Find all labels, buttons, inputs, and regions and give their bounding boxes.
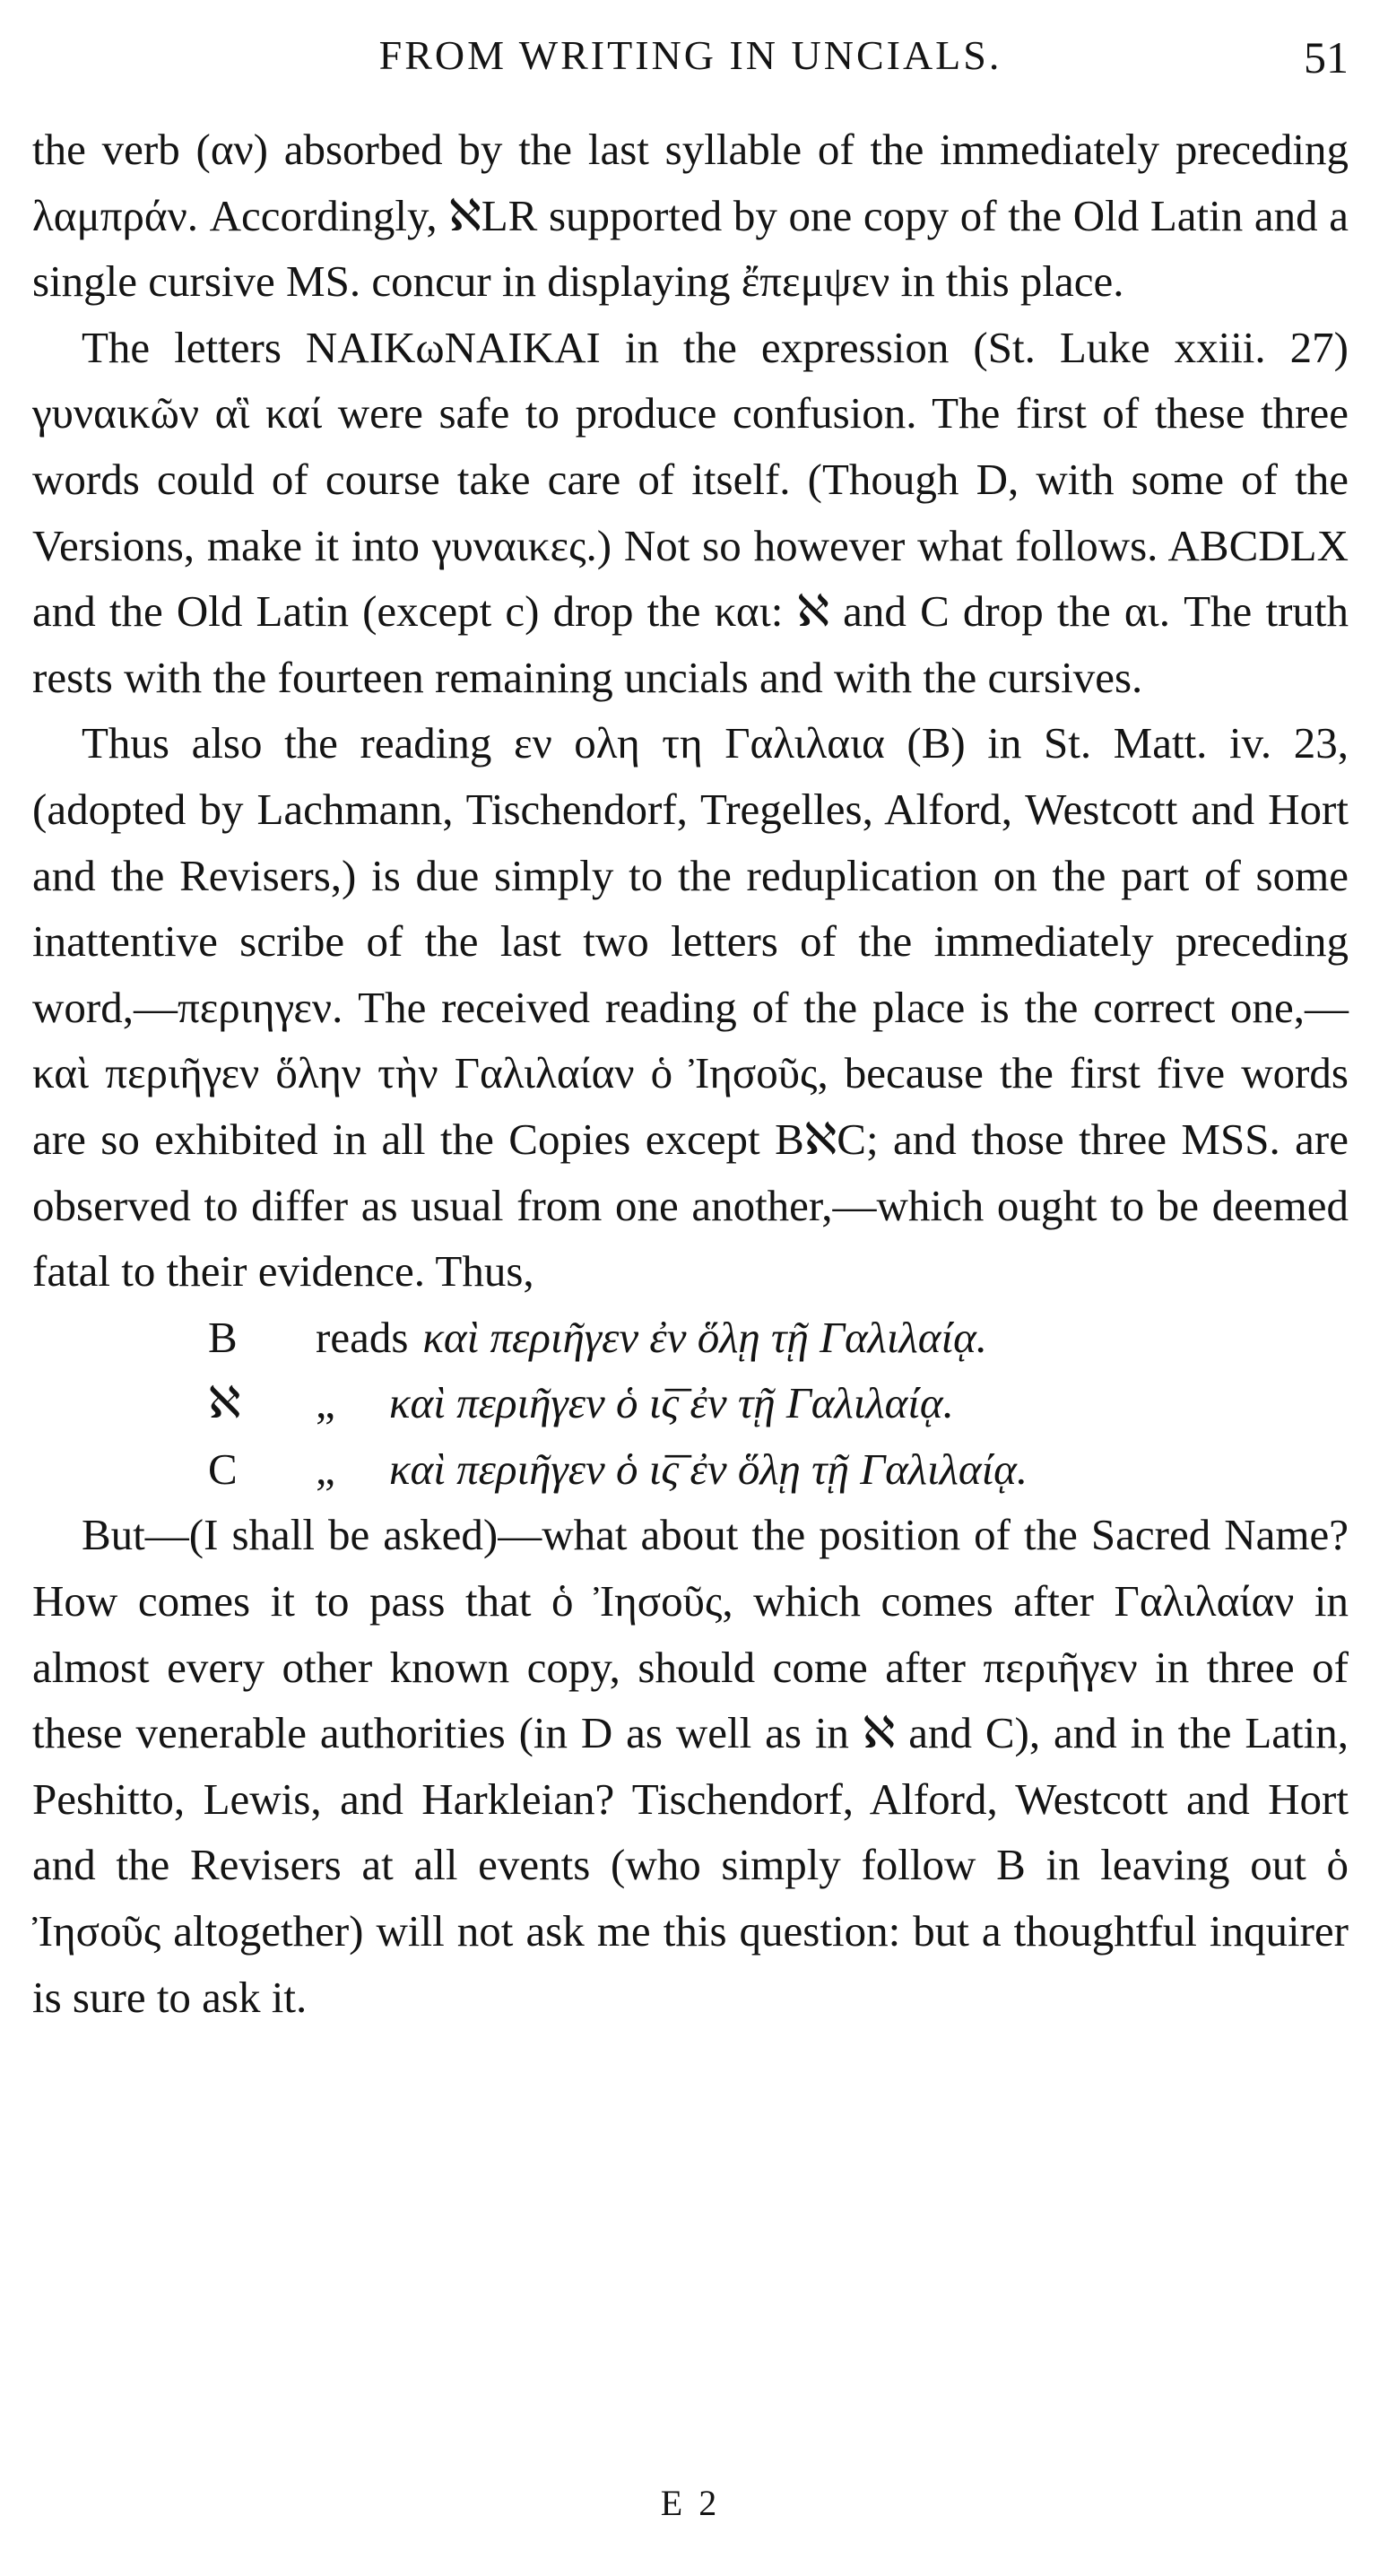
ditto-mark: „ (316, 1378, 335, 1428)
reading-line-aleph (208, 1370, 1349, 1436)
reading-line-c (208, 1436, 1349, 1503)
greek-reading: καὶ περιῆγεν ὁ ι͞ς ἐν ὅλῃ τῇ Γαλιλαίᾳ. (389, 1444, 1028, 1494)
book-page (32, 0, 1349, 2576)
reading-line-b (208, 1305, 1349, 1371)
running-title: FROM WRITING IN UNCIALS. (378, 32, 1002, 78)
greek-reading: καὶ περιῆγεν ἐν ὅλῃ τῇ Γαλιλαίᾳ. (422, 1312, 988, 1362)
body-text (32, 117, 1349, 2030)
paragraph-2: The letters NAIKωNAIKAI in the expression (St. Luke xxiii. 27) γυναικῶν αἳ καί were safe to produce confusion. The first of these three words could of course take care of itself. (Though D, with some of the Versions, make it into γυναικες.) Not so however what follows. ABCDLX and the Old Latin (except c) drop the και: ℵ and C drop the αι. The truth rests with the fourteen remaining uncials and with the cursives. (32, 322, 1349, 702)
page-number: 51 (1304, 32, 1349, 82)
manuscript-readings (32, 1305, 1349, 1503)
reading-verb: reads (316, 1312, 409, 1362)
witness-siglum: C (208, 1444, 238, 1494)
greek-reading: καὶ περιῆγεν ὁ ι͞ς ἐν τῇ Γαλιλαίᾳ. (389, 1378, 954, 1428)
paragraph-4: But—(I shall be asked)—what about the position of the Sacred Name? How comes it to pass that ὁ Ἰησοῦς, which comes after Γαλιλαίαν in almost every other known copy, should come after περιῆγεν in three of these venerable authorities (in D as well as in ℵ and C), and in the Latin, Peshitto, Lewis, and Harkleian? Tischendorf, Alford, Westcott and Hort and the Revisers at all events (who simply follow B in leaving out ὁ Ἰησοῦς altogether) will not ask me this question: but a thoughtful inquirer is sure to ask it. (32, 1510, 1349, 2022)
ditto-mark: „ (316, 1444, 335, 1494)
witness-siglum: B (208, 1312, 238, 1362)
signature-mark: E 2 (660, 2483, 721, 2523)
paragraph-3: Thus also the reading εν ολη τη Γαλιλαια (B) in St. Matt. iv. 23, (adopted by Lachmann, Tischendorf, Tregelles, Alford, Westcott and Hort and the Revisers,) is due simply to the reduplication on the part of some inattentive scribe of the last two letters of the immediately preceding word,—περιηγεν. The received reading of the place is the correct one,—καὶ περιῆγεν ὅλην τὴν Γαλιλαίαν ὁ Ἰησοῦς, because the first five words are so exhibited in all the Copies except BℵC; and those three MSS. are observed to differ as usual from one another,—which ought to be deemed fatal to their evidence. Thus, (32, 718, 1349, 1297)
paragraph-1: the verb (αν) absorbed by the last syllable of the immediately preceding λαμπράν. Accordingly, ℵLR supported by one copy of the Old Latin and a single cursive MS. concur in displaying ἔπεμψεν in this place. (32, 125, 1349, 307)
running-head (32, 29, 1349, 91)
witness-siglum: ℵ (208, 1378, 241, 1428)
